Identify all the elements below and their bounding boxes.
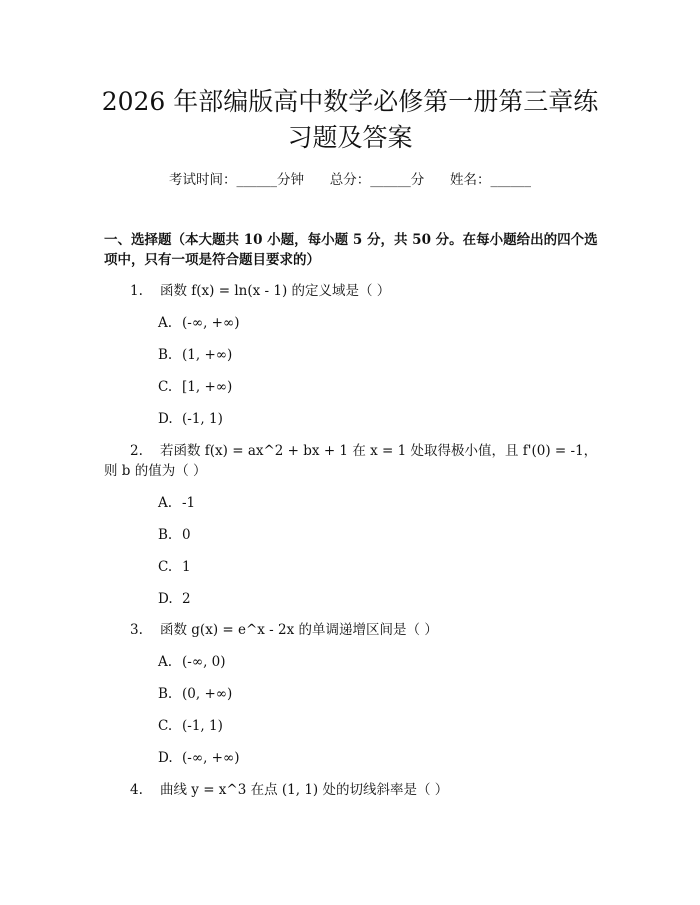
option-label: B. — [158, 527, 173, 543]
option-text: (-1, 1) — [182, 411, 223, 427]
section-heading-multiple-choice: 一、选择题（本大题共 10 小题，每小题 5 分，共 50 分。在每小题给出的四个选项中，只有一项是符合题目要求的） — [104, 232, 598, 268]
option-label: C. — [158, 379, 173, 395]
question-text: 若函数 f(x) = ax^2 + bx + 1 在 x = 1 处取得极小值，且 f'(0) = -1，则 b 的值为（ ） — [104, 443, 598, 479]
question-2-option-a — [158, 493, 195, 513]
option-label: A. — [158, 495, 173, 511]
exam-meta-info: 考试时间：______分钟 总分：______分 姓名：______ — [169, 172, 531, 188]
option-text: (1, +∞) — [182, 347, 233, 363]
question-1-option-a — [158, 313, 239, 333]
question-1-option-d — [158, 409, 223, 429]
question-3-option-a — [158, 652, 226, 672]
option-label: C. — [158, 718, 173, 734]
option-label: B. — [158, 686, 173, 702]
question-2-option-d — [158, 589, 191, 609]
document-title-line-1: 2026 年部编版高中数学必修第一册第三章练 — [101, 87, 599, 116]
question-text: 函数 f(x) = ln(x - 1) 的定义域是（ ） — [160, 283, 391, 299]
option-text: -1 — [182, 495, 196, 511]
question-number: 4. — [130, 782, 143, 798]
question-number: 3. — [130, 622, 143, 638]
question-number: 2. — [130, 443, 143, 459]
question-3-option-d — [158, 748, 239, 768]
question-number: 1. — [130, 283, 143, 299]
option-label: A. — [158, 315, 173, 331]
option-text: 1 — [182, 559, 191, 575]
question-2-option-b — [158, 525, 191, 545]
option-text: 0 — [182, 527, 191, 543]
option-text: (-1, 1) — [182, 718, 223, 734]
question-1-option-c — [158, 377, 232, 397]
option-text: (-∞, +∞) — [182, 315, 240, 331]
option-label: D. — [158, 750, 173, 766]
question-1-option-b — [158, 345, 232, 365]
question-text: 曲线 y = x^3 在点 (1, 1) 处的切线斜率是（ ） — [160, 782, 449, 798]
question-3-option-c — [158, 716, 223, 736]
option-label: D. — [158, 591, 173, 607]
option-text: (0, +∞) — [182, 686, 233, 702]
question-4 — [104, 780, 598, 800]
question-text: 函数 g(x) = e^x - 2x 的单调递增区间是（ ） — [160, 622, 438, 638]
question-2-option-c — [158, 557, 191, 577]
option-label: A. — [158, 654, 173, 670]
option-text: (-∞, 0) — [182, 654, 226, 670]
option-label: B. — [158, 347, 173, 363]
option-text: (-∞, +∞) — [182, 750, 240, 766]
question-3-option-b — [158, 684, 232, 704]
question-2 — [104, 441, 598, 481]
option-text: [1, +∞) — [182, 379, 233, 395]
question-1 — [104, 281, 598, 301]
option-text: 2 — [182, 591, 191, 607]
option-label: D. — [158, 411, 173, 427]
document-title-line-2: 习题及答案 — [287, 123, 413, 152]
option-label: C. — [158, 559, 173, 575]
question-3 — [104, 620, 598, 640]
